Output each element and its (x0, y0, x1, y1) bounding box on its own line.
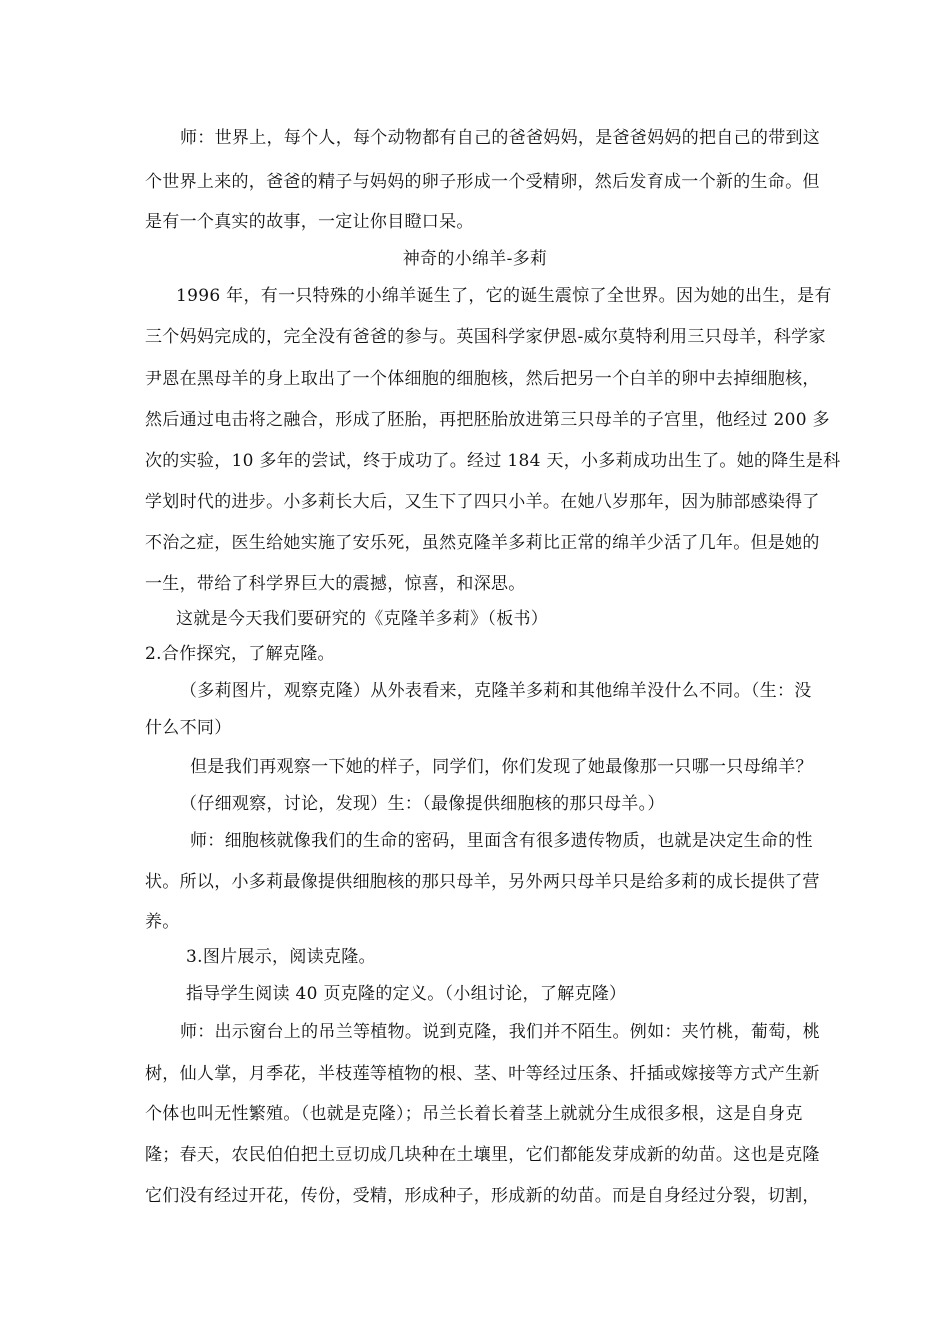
story-line-5: 次的实验，10 多年的尝试，终于成功了。经过 184 天，小多莉成功出生了。她的降生是科 (145, 451, 841, 471)
question-line: 但是我们再观察一下她的样子，同学们，你们发现了她最像那一只哪一只母绵羊？ (190, 757, 813, 777)
plants-line-1: 师：出示窗台上的吊兰等植物。说到克隆，我们并不陌生。例如：夹竹桃，葡萄，桃 (180, 1022, 821, 1042)
teacher-intro-line-3: 是有一个真实的故事，一定让你目瞪口呆。 (145, 212, 474, 232)
story-line-3: 尹恩在黑母羊的身上取出了一个体细胞的细胞核，然后把另一个白羊的卵中去掉细胞核， (145, 369, 820, 389)
plants-line-5: 它们没有经过开花，传份，受精，形成种子，形成新的幼苗。而是自身经过分裂，切割， (145, 1186, 820, 1206)
guide-line: 指导学生阅读 40 页克隆的定义。（小组讨论，了解克隆） (186, 984, 627, 1004)
nucleus-line-3: 养。 (145, 912, 180, 932)
observe-line-2: 什么不同） (145, 718, 232, 738)
story-line-2: 三个妈妈完成的，完全没有爸爸的参与。英国科学家伊恩-威尔莫特利用三只母羊，科学家 (145, 327, 826, 347)
story-line-6: 学划时代的进步。小多莉长大后，又生下了四只小羊。在她八岁那年，因为肺部感染得了 (145, 492, 820, 512)
story-line-8: 一生，带给了科学界巨大的震撼，惊喜，和深思。 (145, 574, 526, 594)
plants-line-4: 隆；春天，农民伯伯把土豆切成几块种在土壤里，它们都能发芽成新的幼苗。这也是克隆 (145, 1145, 820, 1165)
teacher-intro-line-2: 个世界上来的，爸爸的精子与妈妈的卵子形成一个受精卵，然后发育成一个新的生命。但 (145, 172, 820, 192)
teacher-intro-line-1: 师：世界上，每个人，每个动物都有自己的爸爸妈妈，是爸爸妈妈的把自己的带到这 (180, 128, 821, 148)
observe-line-1: （多莉图片，观察克隆）从外表看来，克隆羊多莉和其他绵羊没什么不同。（生：没 (180, 681, 812, 701)
plants-line-3: 个体也叫无性繁殖。（也就是克隆）；吊兰长着长着茎上就就分生成很多根，这是自身克 (145, 1104, 803, 1124)
blackboard-line: 这就是今天我们要研究的《克隆羊多莉》（板书） (176, 609, 549, 629)
plants-line-2: 树，仙人掌，月季花，半枝莲等植物的根、茎、叶等经过压条、扦插或嫁接等方式产生新 (145, 1064, 820, 1084)
story-line-7: 不治之症，医生给她实施了安乐死，虽然克隆羊多莉比正常的绵羊少活了几年。但是她的 (145, 533, 820, 553)
answer-line: （仔细观察，讨论，发现）生：（最像提供细胞核的那只母羊。） (180, 794, 665, 814)
story-title: 神奇的小绵羊-多莉 (402, 249, 548, 269)
section-2-heading: 2.合作探究，了解克隆。 (145, 644, 335, 664)
story-line-4: 然后通过电击将之融合，形成了胚胎，再把胚胎放进第三只母羊的子宫里，他经过 200 多 (145, 410, 830, 430)
nucleus-line-2: 状。所以，小多莉最像提供细胞核的那只母羊，另外两只母羊只是给多莉的成长提供了营 (145, 872, 820, 892)
story-line-1: 1996 年，有一只特殊的小绵羊诞生了，它的诞生震惊了全世界。因为她的出生，是有 (176, 286, 832, 306)
section-3-heading: 3.图片展示，阅读克隆。 (186, 947, 376, 967)
nucleus-line-1: 师：细胞核就像我们的生命的密码，里面含有很多遗传物质，也就是决定生命的性 (190, 831, 813, 851)
